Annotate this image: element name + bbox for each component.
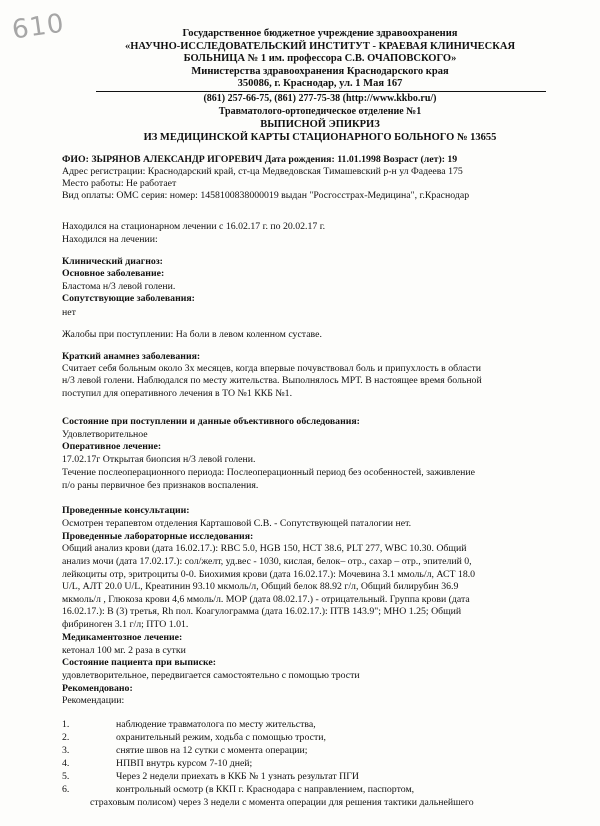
labs-line: анализ мочи (дата 17.02.17.): сол/желт, уд.вес - 1030, кислая, белок– отр., сахар – отр., эпителий 0,	[62, 556, 472, 567]
item-text: контрольный осмотр (в ККП г. Краснодара с направлением, паспортом,	[116, 784, 415, 795]
patient-name: ФИО: ЗЫРЯНОВ АЛЕКСАНДР ИГОРЕВИЧ Дата рождения: 11.01.1998 Возраст (лет): 19	[62, 154, 458, 165]
postop-line: п/о раны первичное без признаков воспаления.	[62, 480, 259, 491]
item-number: 6.	[62, 784, 70, 795]
postop-line: Течение послеоперационного периода: Послеоперационный период без особенностей, заживление	[62, 467, 475, 478]
labs-heading: Проведенные лабораторные исследования:	[62, 531, 254, 542]
recommend-item	[62, 732, 582, 745]
item-text: НПВП внутрь курсом 7-10 дней;	[116, 758, 253, 769]
item-text: наблюдение травматолога по месту жительства,	[116, 719, 316, 730]
concomitant-value: нет	[62, 307, 76, 318]
recommend-item	[62, 758, 582, 771]
labs-line: фибриноген 3.1 г/л; ПТО 1.01.	[62, 619, 189, 630]
recommend-heading: Рекомендовано:	[62, 683, 133, 694]
item-number: 2.	[62, 732, 70, 743]
doc-subtitle: ИЗ МЕДИЦИНСКОЙ КАРТЫ СТАЦИОНАРНОГО БОЛЬНОГО № 13655	[143, 132, 497, 143]
institution-header	[90, 28, 550, 91]
complaints: Жалобы при поступлении: На боли в левом коленном суставе.	[62, 329, 322, 340]
surgery-label: Оперативное лечение:	[62, 441, 162, 452]
labs-line: лейкоциты отр, эритроциты 0-0. Биохимия крови (дата 16.02.17.): Мочевина 3.1 ммоль/л, АСТ 18.0	[62, 569, 476, 580]
anamnesis-heading: Краткий анамнез заболевания:	[62, 351, 201, 362]
labs-line: 16.02.17.): В (3) третья, Rh пол. Коагулограмма (дата 16.02.17.): ПТВ 143.9"; МНО 1.25; Общий	[62, 606, 462, 617]
labs-line: Общий анализ крови (дата 16.02.17.): RBC 5.0, HGB 150, HCT 38.6, PLT 277, WBC 10.30. Общий	[62, 543, 467, 554]
labs-line: мкмоль/л , Глюкоза крови 4,6 ммоль/л. МОР (дата 08.02.17.) - отрицательный. Группа крови (дата	[62, 594, 470, 605]
medication-heading: Медикаментозное лечение:	[62, 632, 183, 643]
anamnesis-line: Считает себя больным около 3х месяцев, когда впервые почувствовал боль и припухлость в области	[62, 363, 481, 374]
item-text: Через 2 недели приехать в ККБ № 1 узнать результат ПГИ	[116, 771, 359, 782]
diagnosis-heading: Клинический диагноз:	[62, 256, 163, 267]
stay-period: Находился на стационарном лечении с 16.02.17 г. по 20.02.17 г.	[62, 221, 326, 232]
patient-payment: Вид оплаты: ОМС серия: номер: 1458100838000019 выдан "Росгосстрах-Медицина", г.Краснодар	[62, 190, 470, 201]
header-line: БОЛЬНИЦА № 1 им. профессора С.В. ОЧАПОВСКОГО»	[183, 53, 457, 64]
item-text: охранительный режим, ходьба с помощью трости,	[116, 732, 326, 743]
header-line: Министерства здравоохранения Краснодарского края	[191, 65, 449, 77]
main-disease-value: Бластома н/3 левой голени.	[62, 281, 176, 292]
anamnesis-line: н/3 левой голени. Наблюдался по месту жительства. Выполнялось МРТ. В настоящее время больной	[62, 375, 482, 386]
consult-heading: Проведенные консультации:	[62, 505, 190, 516]
recommend-item	[62, 745, 582, 758]
stay-status: Находился на лечении:	[62, 234, 158, 245]
recommend-item	[62, 719, 582, 732]
consult-text: Осмотрен терапевтом отделения Карташовой С.В. - Сопутствующей паталогии нет.	[62, 518, 412, 529]
recommend-sub: Рекомендации:	[62, 695, 125, 706]
department: Травматолого-ортопедическое отделение №1	[218, 106, 422, 117]
discharge-text: удовлетворительное, передвигается самостоятельно с помощью трости	[62, 670, 360, 681]
doc-title: ВЫПИСНОЙ ЭПИКРИЗ	[260, 119, 380, 130]
admission-state: Удовлетворительное	[62, 429, 148, 440]
header-line: «НАУЧНО-ИССЛЕДОВАТЕЛЬСКИЙ ИНСТИТУТ - КРАЕВАЯ КЛИНИЧЕСКАЯ	[124, 40, 516, 52]
header-line: Государственное бюджетное учреждение здравоохранения	[182, 28, 458, 39]
patient-work: Место работы: Не работает	[62, 178, 177, 189]
item-number: 4.	[62, 758, 70, 769]
anamnesis-line: поступил для оперативного лечения в ТО №1 ККБ №1.	[62, 388, 293, 399]
handwritten-page-number: 610	[10, 8, 67, 46]
surgery-value: 17.02.17г Открытая биопсия н/3 левой голени.	[62, 454, 256, 465]
recommend-item	[62, 784, 582, 797]
item-number: 3.	[62, 745, 70, 756]
discharge-heading: Состояние пациента при выписке:	[62, 657, 216, 668]
patient-address: Адрес регистрации: Краснодарский край, ст-ца Медведовская Тимашевский р-н ул Фадеева 175	[62, 166, 463, 177]
admission-heading: Состояние при поступлении и данные объективного обследования:	[62, 416, 360, 427]
header-divider	[96, 91, 546, 92]
concomitant-label: Сопутствующие заболевания:	[62, 293, 195, 304]
medication-text: кетонал 100 мг. 2 раза в сутки	[62, 645, 186, 656]
labs-line: U/L, АЛТ 20.0 U/L, Креатинин 93.10 мкмоль/л, Общий белок 88.92 г/л, Общий билирубин 36.9	[62, 581, 459, 592]
header-line: 350086, г. Краснодар, ул. 1 Мая 167	[237, 78, 403, 89]
contacts: (861) 257-66-75, (861) 277-75-38 (http://www.kkbo.ru/)	[203, 93, 437, 104]
recommend-item-continuation: страховым полисом) через 3 недели с момента операции для решения тактики дальнейшего	[90, 797, 474, 808]
item-number: 5.	[62, 771, 70, 782]
item-number: 1.	[62, 719, 70, 730]
main-disease-label: Основное заболевание:	[62, 268, 165, 279]
recommend-item	[62, 771, 582, 784]
item-text: снятие швов на 12 сутки с момента операции;	[116, 745, 308, 756]
